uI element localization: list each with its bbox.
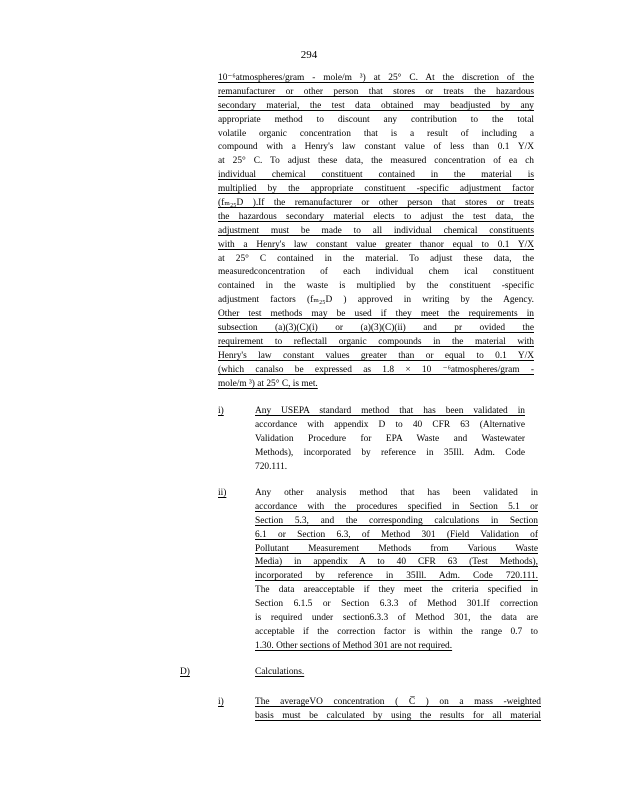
text-line: accordance with the procedures specified in Section 5.1 or [255,501,538,512]
text-line: Methods), incorporated by reference in 35Ill. Adm. Code [255,447,525,458]
text-line: at 25° C contained in the material. To adjust these data, the [218,253,534,264]
text-line: subsection (a)(3)(C)(i) or (a)(3)(C)(ii) and pr ovided the [218,323,534,334]
text-line: basis must be calculated by using the results for all material [255,710,541,721]
main-paragraph [218,72,534,391]
text-line: 1.30. Other sections of Method 301 are not required. [255,640,453,651]
text-line: multiplied by the appropriate constituent -specific adjustment factor [218,184,534,195]
text-line: Validation Procedure for EPA Waste and Wastewater [255,433,525,444]
text-line: adjustment factors (fₘ₂₅D ) approved in writing by the Agency. [218,295,534,306]
text-line: appropriate method to discount any contribution to the total [218,114,534,125]
item-i-label: i) [218,406,224,416]
text-line: volatile organic concentration that is a result of including a [218,128,534,139]
text-line: Any USEPA standard method that has been validated in [255,406,525,416]
text-line: The data areacceptable if they meet the criteria specified in [255,585,538,596]
section-d-heading: Calculations. [255,667,305,677]
text-line: acceptable if the correction factor is within the range 0.7 to [255,626,538,637]
text-line: contained in the waste is multiplied by the constituent -specific [218,281,534,292]
text-line: (fₘ₂₅D ).If the remanufacturer or other person that stores or treats [218,198,534,209]
text-line: 10⁻⁶atmospheres/gram - mole/m ³) at 25° C. At the discretion of the [218,73,534,83]
item-d-i-label: i) [218,697,224,707]
text-line: Other test methods may be used if they meet the requirements in [218,309,534,320]
text-line: The averageVO concentration ( C̅ ) on a mass -weighted [255,697,541,707]
text-line: adjustment must be made to all individual chemical constituents [218,225,534,236]
text-line: is required under section6.3.3 of Method 301, the data are [255,613,538,624]
text-line: the hazardous secondary material elects to adjust the test data, the [218,211,534,222]
text-line: measuredconcentration of each individual chem ical constituent [218,267,534,278]
text-line: Henry's law constant values greater than or equal to 0.1 Y/X [218,350,534,361]
page-number: 294 [300,49,318,61]
text-line: accordance with appendix D to 40 CFR 63 (Alternative [255,419,525,430]
text-line: 6.1 or Section 6.3, of Method 301 (Field Validation of [255,529,538,540]
text-line: Any other analysis method that has been validated in [255,488,538,498]
text-line: compound with a Henry's law constant value of less than 0.1 Y/X [218,142,534,153]
text-line: requirement to reflectall organic compounds in the material with [218,336,534,347]
item-ii-label: ii) [218,488,227,498]
text-line: secondary material, the test data obtained may beadjusted by any [218,100,534,111]
text-line: individual chemical constituent contained in the material is [218,170,534,181]
item-d-i-text [255,696,541,724]
text-line: (which canalso be expressed as 1.8 × 10 ⁻⁶atmospheres/gram - [218,364,534,375]
text-line: Section 5.3, and the corresponding calculations in Section [255,515,538,526]
text-line: mole/m ³) at 25° C, is met. [218,378,318,389]
text-line: 720.111. [255,461,288,472]
item-ii-text [255,487,538,654]
text-line: Section 6.1.5 or Section 6.3.3 of Method 301.If correction [255,599,538,610]
section-d-label: D) [180,667,190,677]
text-line: at 25° C. To adjust these data, the measured concentration of ea ch [218,156,534,167]
text-line: with a Henry's law constant value greater thanor equal to 0.1 Y/X [218,239,534,250]
text-line: incorporated by reference in 35Ill. Adm. Code 720.111. [255,571,538,582]
text-line: remanufacturer or other person that stores or treats the hazardous [218,86,534,97]
text-line: Pollutant Measurement Methods from Various Waste [255,543,538,554]
item-i-text [255,405,525,474]
text-line: Media) in appendix A to 40 CFR 63 (Test Methods), [255,557,538,568]
